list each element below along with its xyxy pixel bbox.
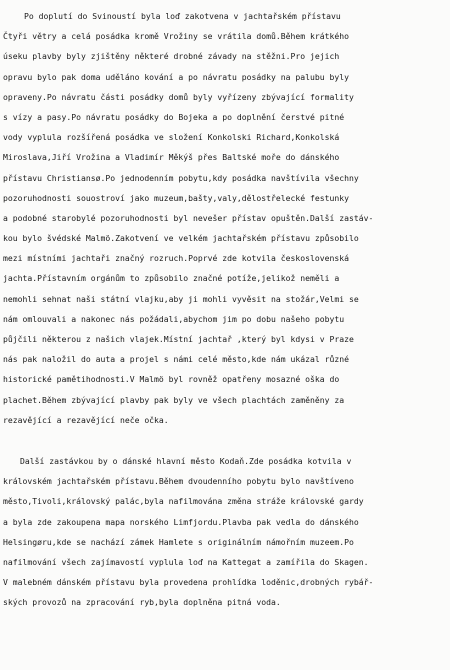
text-line: Po doplutí do Svinoustí byla loď zakotvena v jachtařském přístavu — [24, 11, 341, 21]
text-line: nafilmování všech zajímavostí vyplula loď na Kattegat a zamířila do Skagen. — [3, 556, 369, 567]
text-line: Helsingøru,kde se nachází zámek Hamlete s originálním námořním muzeem.Po — [3, 536, 354, 547]
text-line: Miroslava,Jiří Vrožina a Vladimír Měkýš přes Baltské moře do dánského — [3, 152, 340, 163]
text-line: kou bylo švédské Malmö.Zakotvení ve velkém jachtařském přístavu způsobilo — [3, 233, 359, 244]
text-line: královském jachtařském přístavu.Během dvoudenního pobytu bylo navštíveno — [3, 476, 354, 487]
document-text — [3, 6, 449, 612]
text-line: přístavu Christiansø.Po jednodenním pobytu,kdy posádka navštívila všechny — [3, 172, 359, 183]
text-line: opraveny.Po návratu části posádky domů byly vyřízeny zbývající formality — [3, 91, 354, 102]
text-line: nám omlouvali a nakonec nás požádali,abychom jim po dobu našeho pobytu — [3, 313, 345, 324]
text-line: a byla zde zakoupena mapa norského Limfjordu.Plavba pak vedla do dánského — [3, 516, 359, 527]
text-line: a podobné starobylé pozoruhodnosti byl nevešer přístav opuštěn.Další zastáv- — [3, 212, 374, 223]
text-line: rezavějící a rezavějící neče očka. — [3, 414, 169, 425]
paragraph-1 — [3, 6, 449, 430]
text-line: Čtyři větry a celá posádka kromě Vrožiny se vrátila domů.Během krátkého — [3, 31, 349, 42]
text-line: ských provozů na zpracování ryb,byla doplněna pitná voda. — [3, 597, 281, 608]
text-line: Další zastávkou by o dánské hlavní město Kodaň.Zde posádka kotvila v — [20, 455, 352, 466]
text-line: město,Tivoli,královský palác,byla nafilmována změna stráže královské gardy — [3, 496, 364, 507]
text-line: půjčili některou z našich vlajek.Místní jachtař ,který byl kdysi v Praze — [3, 334, 354, 344]
text-line: historické pamětihodnosti.V Malmö byl rovněž opatřeny mosazné oška do — [3, 374, 340, 385]
text-line: mezi místními jachtaři značný rozruch.Poprvé zde kotvila československá — [3, 253, 349, 264]
text-line: úseku plavby byly zjištěny některé drobné závady na stěžni.Pro jejich — [3, 51, 340, 62]
text-line: pozoruhodnosti souostroví jako muzeum,bašty,valy,dělostřelecké festunky — [3, 192, 349, 203]
text-line: jachta.Přístavním orgánům to způsobilo značné potíže,jelikož neměli a — [3, 273, 340, 284]
paragraph-gap — [3, 430, 449, 451]
text-line: opravu bylo pak doma uděláno kování a po návratu posádky na palubu byly — [3, 71, 349, 82]
text-line: V malebném dánském přístavu byla provedena prohlídka loděnic,drobných rybář- — [3, 577, 374, 588]
text-line: vody vyplula rozšířená posádka ve složení Konkolski Richard,Konkolská — [3, 132, 340, 143]
text-line: plachet.Během zbývající plavby pak byly ve všech plachtách zaměněny za — [3, 394, 345, 405]
text-line: nemohli sehnat naši státní vlajku,aby ji mohli vyvěsit na stožár,Velmi se — [3, 293, 359, 304]
text-line: s vízy a pasy.Po návratu posádky do Bojeka a po doplnění čerstvé pitné — [3, 111, 345, 122]
paragraph-2 — [3, 451, 449, 613]
text-line: nás pak naložil do auta a projel s námi celé město,kde nám ukázal různé — [3, 354, 349, 365]
